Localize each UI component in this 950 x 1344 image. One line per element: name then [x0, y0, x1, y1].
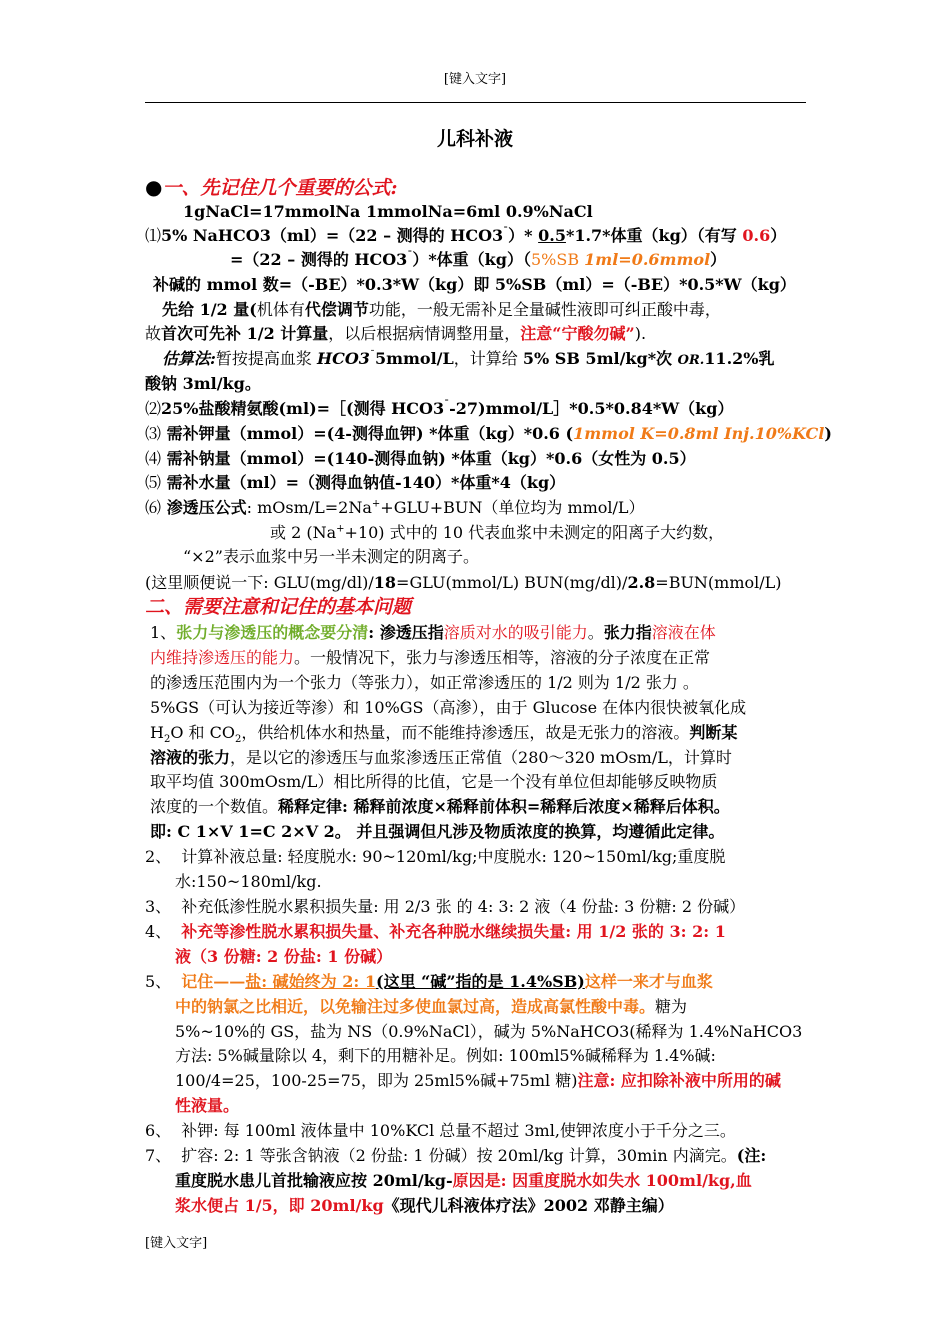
point-5-line2-orange: 中的钠氯之比相近，以免输注过多使血氯过高，造成高氯性酸中毒。: [175, 997, 656, 1016]
point-1-line1: [150, 622, 716, 644]
point-4-line1: [145, 921, 726, 943]
point-1-line5-sub2: 2: [234, 734, 242, 746]
point-7-note-open: (注:: [736, 1146, 767, 1165]
point-3-number: 3、: [145, 897, 172, 916]
point-7-line1: [145, 1145, 766, 1167]
point-1-line5: [150, 722, 737, 744]
point-1-line5-b: O 和 CO: [170, 723, 235, 742]
formula-6: [145, 497, 645, 519]
half-dose-line: [162, 299, 721, 321]
header-rule: [145, 102, 806, 103]
formula-1-line2-orange: 5%SB: [530, 250, 585, 269]
half-dose-text-2: 功能，一般无需补足全量碱性液即可纠正酸中毒，: [368, 300, 721, 319]
formula-2: [145, 398, 733, 420]
formula-1-line2: [230, 249, 726, 271]
document-title: 儿科补液: [436, 128, 513, 150]
formula-4-text: 需补钠量（mmol）=(140-测得血钠) *体重（kg）*0.6（女性为 0.5）: [161, 449, 696, 468]
point-5-number: 5、: [145, 972, 172, 991]
formula-1-line2-b: ）*体重（kg）（: [412, 250, 531, 269]
half-dose-bold-2: 代偿调节: [304, 300, 369, 319]
point-5-line5-red: 注意: 应扣除补液中所用的碱: [577, 1071, 781, 1090]
formula-6-line2-sup: +: [336, 523, 345, 535]
half-dose-text: 机体有: [256, 300, 305, 319]
point-6-line1: [145, 1120, 736, 1142]
formula-1-text-c: *1.7*体重（kg）（有写: [565, 226, 743, 245]
point-1-line2-red: 内维持渗透压的能力: [150, 648, 295, 667]
formula-2-sup: ¯: [444, 399, 450, 411]
half-dose-line2-warning: 注意“宁酸勿碱”: [520, 324, 635, 343]
point-2-line1: [145, 846, 725, 868]
formula-3: [145, 423, 832, 445]
point-7-citation: 《现代儿科液体疗法》2002 邓静主编）: [383, 1196, 674, 1215]
formula-1-text-d: ）: [770, 226, 787, 245]
formula-6-number: ⑹: [145, 498, 162, 517]
point-5-orange-2: 这样一来才与血浆: [584, 972, 713, 991]
point-5-line6: 性液量。: [175, 1096, 240, 1115]
point-7-line3: [175, 1195, 674, 1217]
point-6-number: 6、: [145, 1121, 172, 1140]
page-footer[interactable]: [键入文字]: [145, 1236, 208, 1251]
estimate-lactate: 11.2%乳: [704, 349, 775, 368]
point-5-line2-text: 糖为: [655, 997, 688, 1016]
point-5-line3: 5%~10%的 GS，盐为 NS（0.9%NaCl），碱为 5%NaHCO3(稀释为 1.4%NaHCO3: [175, 1022, 803, 1041]
point-7-line3-red: 浆水便占 1/5，即 20ml/kg: [175, 1196, 384, 1215]
formula-1-line2-c: ）: [710, 250, 727, 269]
point-1-line9: 即: C 1×V 1=C 2×V 2。 并且强调但凡涉及物质浓度的换算，均遵循此定律。: [150, 822, 725, 841]
half-dose-line2-a: 故: [145, 324, 162, 343]
point-1-line5-a: H: [150, 723, 164, 742]
unit-note-e: =BUN(mmol/L): [655, 573, 782, 592]
formula-1-line2-a: =（22 – 测得的 HCO3: [230, 250, 408, 269]
formula-3-text-b: ): [824, 424, 832, 443]
point-1-number: 1、: [150, 623, 177, 642]
estimate-sup: ¯: [369, 349, 375, 361]
formula-1-text: 5% NaHCO3（ml）=（22 – 测得的 HCO3: [161, 226, 504, 245]
formula-1-text-b: ）*: [508, 226, 539, 245]
section2-heading-line: [145, 596, 411, 619]
formula-1-line2-orange-italic: 1ml=0.6mmol: [584, 250, 711, 269]
unit-note-c: =GLU(mmol/L) BUN(mg/dl)/: [396, 573, 628, 592]
formula-5: [145, 472, 565, 494]
base-deficit-formula: 补碱的 mmol 数=（-BE）*0.3*W（kg）即 5%SB（ml）=（-BE）*0.5*W（kg）: [153, 275, 796, 294]
half-dose-bold: 先给 1/2 量(: [162, 300, 257, 319]
formula-1: [145, 225, 786, 247]
point-1-red-2: 溶液在体: [651, 623, 716, 642]
formula-1-line2-sup: ¯: [407, 250, 413, 262]
formula-1-sup: ¯: [503, 226, 509, 238]
half-dose-line2-c: ，以后根据病情调整用量，: [328, 324, 521, 343]
point-1-bold-1: 渗透压指: [379, 623, 444, 642]
formula-3-text: 需补钾量（mmol）=(4-测得血钾) *体重（kg）*0.6 (: [161, 424, 574, 443]
estimate-label: 估算法:: [162, 349, 216, 368]
point-7-line2: [175, 1170, 752, 1192]
point-5-orange-1: 记住——: [181, 972, 246, 991]
point-7-number: 7、: [145, 1146, 172, 1165]
conversion-line: 1gNaCl=17mmolNa 1mmolNa=6ml 0.9%NaCl: [183, 202, 593, 221]
point-2-text: 计算补液总量: 轻度脱水: 90~120ml/kg;中度脱水: 120~150ml/kg;重度脱: [181, 847, 726, 866]
unit-note: [145, 572, 782, 594]
half-dose-line2-e: ).: [634, 324, 647, 343]
dilution-law: 稀释定律: 稀释前浓度×稀释前体积=稀释后浓度×稀释后体积。: [278, 797, 730, 816]
point-1-colon: :: [368, 623, 380, 642]
point-4-line2: 液（3 份糖: 2 份盐: 1 份碱）: [175, 947, 393, 966]
formula-4-number: ⑷: [145, 449, 162, 468]
formula-2-text-b: -27)mmol/L］*0.5*0.84*W（kg）: [449, 399, 734, 418]
point-5-line5: [175, 1070, 781, 1092]
point-6-text: 补钾: 每 100ml 液体量中 10%KCl 总量不超过 3ml,使钾浓度小于千分之三。: [181, 1121, 736, 1140]
point-4-text: 补充等渗性脱水累积损失量、补充各种脱水继续损失量: 用 1/2 张的 3: 2: 1: [181, 922, 726, 941]
point-1-line6-bold: 溶液的张力: [150, 748, 231, 767]
formula-6-text: : mOsm/L=2Na: [246, 498, 372, 517]
estimate-text: 暂按提高血浆: [215, 349, 318, 368]
estimate-hco3: HCO3: [317, 349, 370, 368]
point-1-red-1: 溶质对水的吸引能力: [443, 623, 588, 642]
bullet-icon: ●: [145, 175, 163, 199]
formula-3-number: ⑶: [145, 424, 162, 443]
point-1-line2: [150, 647, 710, 669]
point-1-line6: [150, 747, 732, 769]
point-5-orange-underlined: 盐: 碱始终为 2: 1: [245, 972, 376, 991]
estimate-dose: 5% SB 5ml/kg*次: [522, 349, 678, 368]
unit-note-b: 18: [373, 573, 397, 592]
section2-heading: 二、需要注意和记住的基本问题: [145, 596, 412, 618]
formula-1-number: ⑴: [145, 226, 162, 245]
estimate-line2: 酸钠 3ml/kg。: [145, 374, 261, 393]
point-3-line1: [145, 896, 745, 918]
point-3-text: 补充低渗性脱水累积损失量: 用 2/3 张 的 4: 3: 2 液（4 份盐: 3 份糖: 2 份碱）: [181, 897, 746, 916]
point-1-line2-text: 。一般情况下，张力与渗透压相等，溶液的分子浓度在正常: [294, 648, 711, 667]
page-header[interactable]: [键入文字]: [443, 72, 507, 87]
point-5-line5-text: 100/4=25，100-25=75，即为 25ml5%碱+75ml 糖): [175, 1071, 578, 1090]
formula-4: [145, 448, 696, 470]
formula-6-sup: +: [371, 498, 381, 510]
formula-2-number: ⑵: [145, 399, 162, 418]
point-5-line4: 方法: 5%碱量除以 4，剩下的用糖补足。例如: 100ml5%碱稀释为 1.4%碱:: [175, 1046, 716, 1065]
point-1-line7: 取平均值 300mOsm/L）相比所得的比值，它是一个没有单位但却能够反映物质: [150, 772, 718, 791]
section1-heading-line: [145, 176, 397, 200]
formula-1-red-value: 0.6: [742, 226, 771, 245]
point-7-line2-red: 原因是: 因重度脱水如失水 100ml/kg,血: [452, 1171, 752, 1190]
unit-note-a: (这里顺便说一下: GLU(mg/dl)/: [145, 573, 374, 592]
point-1-line8-text: 浓度的一个数值。: [150, 797, 279, 816]
point-1-line6-text: ，是以它的渗透压与血浆渗透压正常值（280～320 mOsm/L，计算时: [230, 748, 732, 767]
formula-5-text: 需补水量（ml）=（测得血钠值-140）*体重*4（kg）: [161, 473, 566, 492]
point-1-period: 。: [587, 623, 604, 642]
point-5-line2: [175, 996, 687, 1018]
section1-heading: 一、先记住几个重要的公式:: [162, 177, 398, 199]
formula-6-label: 渗透压公式: [161, 498, 247, 517]
point-2-number: 2、: [145, 847, 172, 866]
point-1-line5-c: ，供给机体水和热量，而不能维持渗透压，故是无张力的溶液。: [241, 723, 690, 742]
half-dose-line2-bold: 首次可先补 1/2 计算量: [161, 324, 329, 343]
formula-6-text-c: +GLU+BUN（单位均为 mmol/L）: [380, 498, 645, 517]
formula-6-line2-b: +10) 式中的 10 代表血浆中未测定的阳离子大约数，: [344, 523, 725, 542]
formula-3-orange: 1mmol K=0.8ml Inj.10%KCl: [573, 424, 825, 443]
half-dose-line2: [145, 323, 646, 345]
point-2-line2: 水:150~180ml/kg.: [175, 872, 322, 891]
point-5-line1: [145, 971, 713, 993]
formula-1-underlined: 0.5: [538, 226, 566, 245]
formula-6-line2-a: 或 2 (Na: [270, 523, 337, 542]
point-5-bold-underlined: (这里 “碱”指的是 1.4%SB): [376, 972, 585, 991]
estimate-text-2: ，计算给: [453, 349, 523, 368]
point-1-line4: 5%GS（可认为接近等渗）和 10%GS（高渗），由于 Glucose 在体内很快被氧化成: [150, 698, 747, 717]
estimate-line: [162, 348, 774, 372]
unit-note-d: 2.8: [627, 573, 656, 592]
point-1-line3: 的渗透压范围内为一个张力（等张力），如正常渗透压的 1/2 则为 1/2 张力 。: [150, 673, 699, 692]
formula-5-number: ⑸: [145, 473, 162, 492]
point-1-line5-sub1: 2: [163, 734, 171, 746]
formula-6-line2: [270, 522, 724, 544]
formula-2-text: 25%盐酸精氨酸(ml)=［(测得 HCO3: [161, 399, 445, 418]
point-7-text: 扩容: 2: 1 等张含钠液（2 份盐: 1 份碱）按 20ml/kg 计算，30min 内滴完。: [181, 1146, 737, 1165]
point-1-bold-2: 张力指: [603, 623, 652, 642]
point-1-line8: [150, 796, 730, 818]
formula-6-line3: “×2”表示血浆中另一半未测定的阴离子。: [183, 547, 479, 566]
estimate-or: OR.: [677, 353, 705, 368]
point-1-green: 张力与渗透压的概念要分清: [176, 623, 369, 642]
point-7-line2-bold: 重度脱水患儿首批输液应按 20ml/kg-: [175, 1171, 453, 1190]
point-1-line5-bold: 判断某: [689, 723, 738, 742]
point-4-number: 4、: [145, 922, 172, 941]
estimate-value: 5mmol/L: [374, 349, 454, 368]
